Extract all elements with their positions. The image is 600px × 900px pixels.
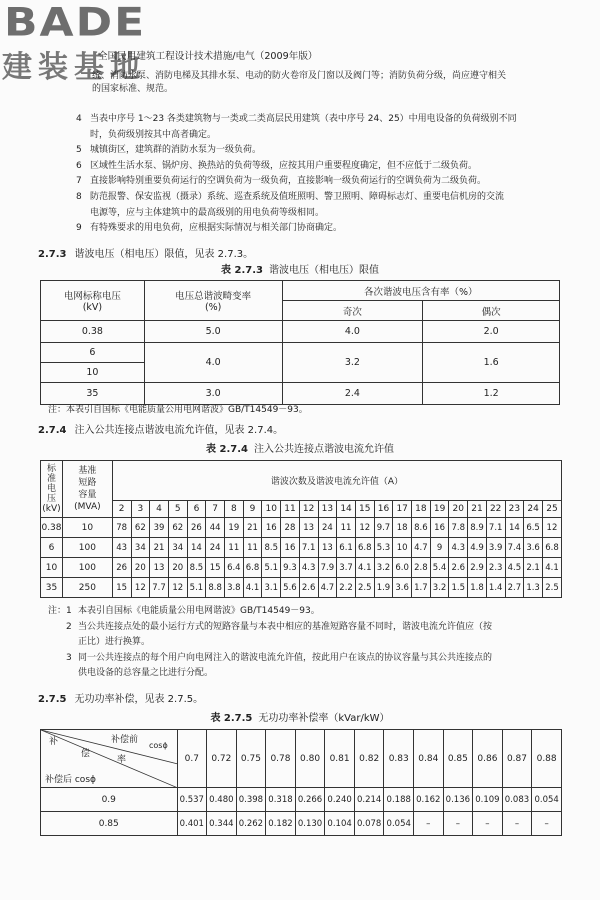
cell: 19 [224,518,243,538]
cell: 5.3 [374,538,393,558]
note-text: 电源等，应与主体建筑中的最高级别的用电负荷等级相同。 [90,207,325,218]
cell: 4.3 [299,558,318,578]
cell: 4.1 [243,578,262,598]
cell: 12 [131,578,150,598]
cell: 14 [187,538,206,558]
table-274-title [0,443,600,456]
table-row [41,538,562,558]
cell: 78 [112,518,131,538]
cell: 1.4 [486,578,505,598]
header-text: 电 [46,484,56,494]
cell: 8.5 [262,538,281,558]
cell: 11 [337,518,356,538]
note-number: 8 [76,192,82,202]
header-text: 压 [46,494,56,504]
table-273 [40,280,560,405]
header-each: 各次谐波电压含有率（%） [282,281,559,301]
cell: 2.6 [449,558,468,578]
cell: 62 [131,518,150,538]
header-thd [144,281,282,321]
cell: 5.1 [187,578,206,598]
cell: 13 [299,518,318,538]
section-274 [38,424,283,437]
cell: 16 [262,518,281,538]
note-number: 5 [76,145,82,156]
note-number: 7 [76,176,82,187]
table-title: 注入公共连接点谐波电流允许值 [253,444,394,455]
cell: 3.6 [393,578,412,598]
cell: 10 [62,518,112,538]
cell: 13 [318,538,337,558]
cell: 35 [41,383,145,405]
cell: 2.4 [282,383,423,405]
order-cell: 20 [449,501,468,518]
header-text: 电压总谐波畸变率 [175,291,252,302]
cell: 0.182 [266,812,296,836]
cell: 0.214 [354,788,384,812]
order-cell: 22 [486,501,505,518]
cell: 8.8 [206,578,225,598]
note-text: 有特殊要求的用电负荷，应根据实际情况与相关部门协商确定。 [90,223,343,234]
note-number: 注：1 [48,606,72,616]
header-cos: 0.7 [177,730,207,788]
cell: 28 [281,518,300,538]
order-cell: 9 [243,501,262,518]
cell: 15 [112,578,131,598]
diag-label: 偿 [81,749,91,759]
order-cell: 3 [131,501,150,518]
cell: 4.5 [505,558,524,578]
header-even: 偶次 [423,301,560,321]
cell: 6.8 [243,558,262,578]
order-cell: 23 [505,501,524,518]
cell: 0.262 [236,812,266,836]
header-voltage [41,281,145,321]
cell: – [473,812,503,836]
order-cell: 12 [299,501,318,518]
cell: 10 [41,558,63,578]
order-cell: 10 [262,501,281,518]
cell: 3.7 [337,558,356,578]
header-text: 容量 [78,490,97,500]
cell: 8.5 [187,558,206,578]
header-text: (MVA) [74,502,101,512]
order-cell: 2 [112,501,131,518]
cell: 9.3 [281,558,300,578]
cell: 24 [206,538,225,558]
cell: 6.1 [337,538,356,558]
header-span: 谐波次数及谐波电流允许值（A） [112,461,561,501]
diagonal-header [41,730,178,788]
cell: 0.480 [207,788,237,812]
cell: 0.85 [41,812,178,836]
header-mva [62,461,112,518]
cell: 4.7 [412,538,431,558]
cell: 6.5 [524,518,543,538]
section-text: 注入公共连接点谐波电流允许值，见表 2.7.4。 [74,425,284,436]
note-text: 时，负荷级别按其中高者确定。 [90,129,217,140]
cell: 8.6 [412,518,431,538]
cell: 7.4 [505,538,524,558]
cell: 20 [168,558,187,578]
cell: 8.9 [468,518,487,538]
intro-line: 统、消防水泵、消防电梯及其排水泵、电动的防火卷帘及门窗以及阀门等；消防负荷分级，尚应遵守相关 [92,71,507,81]
order-cell: 24 [524,501,543,518]
cell: 4.3 [449,538,468,558]
table-title: 谐波电压（相电压）限值 [268,265,379,276]
cell: 0.537 [177,788,207,812]
cell: 1.3 [524,578,543,598]
header-text: 基准 [78,466,97,476]
intro-line: 的国家标准、规范。 [92,84,174,94]
section-273 [38,248,253,261]
cell: 7.8 [449,518,468,538]
cell: 15 [206,558,225,578]
cell: 250 [62,578,112,598]
header-text: 准 [46,474,56,484]
cell: 0.162 [414,788,444,812]
cell: 0.078 [354,812,384,836]
table-title: 无功功率补偿率（kVar/kW） [258,713,390,724]
note-text: 直接影响特别重要负荷运行的空调负荷为一级负荷，直接影响一级负荷运行的空调负荷为二级负荷。 [90,176,487,187]
cell: 12 [168,578,187,598]
cell: – [532,812,562,836]
cell: 0.398 [236,788,266,812]
cell: 0.401 [177,812,207,836]
cell: 24 [318,518,337,538]
header-cos: 0.82 [354,730,384,788]
cell: 62 [168,518,187,538]
note-text: 区域性生活水泵、锅炉房、换热站的负荷等级，应按其用户重要程度确定，但不应低于二级负荷。 [90,160,478,171]
order-cell: 15 [355,501,374,518]
diag-label: 补偿后 cosϕ [45,775,96,785]
cell: 6.8 [542,538,561,558]
cell: 7.1 [299,538,318,558]
cell: 6.4 [224,558,243,578]
cell: 7.9 [318,558,337,578]
cell: 3.1 [262,578,281,598]
cell: 0.136 [443,788,473,812]
header-text: 标 [46,464,56,474]
order-cell: 21 [468,501,487,518]
header-odd: 奇次 [282,301,423,321]
order-cell: 5 [168,501,187,518]
cell: 5.0 [144,321,282,343]
cell: 34 [168,538,187,558]
cell: – [502,812,532,836]
watermark-logo: BADE [4,0,147,46]
cell: 2.6 [299,578,318,598]
cell: 0.38 [41,321,145,343]
cell: 4.1 [542,558,561,578]
cell: 21 [243,518,262,538]
cell: 21 [150,538,169,558]
table-num: 表 2.7.5 [210,713,253,724]
cell: 0.318 [266,788,296,812]
table-num: 表 2.7.3 [221,265,263,276]
note-text: 当公共连接点处的最小运行方式的短路容量与本表中相应的基准短路容量不同时，谐波电流允许值应（按 [78,621,493,632]
table-275-title [0,712,600,725]
section-num: 2.7.4 [38,425,67,436]
cell: 10 [393,538,412,558]
table-row [41,812,562,836]
note-text: 防范报警、保安监视（摄录）系统、巡查系统及值班照明、警卫照明、障碍标志灯、重要电信机房的交流 [90,192,505,202]
header-cos: 0.87 [502,730,532,788]
cell: 5.6 [281,578,300,598]
diag-label: 率 [117,755,127,765]
cell: 6.8 [355,538,374,558]
cell: – [414,812,444,836]
cell: 3.6 [524,538,543,558]
header-cos: 0.80 [295,730,325,788]
note-text: 当表中序号 1～23 各类建筑物与一类或二类高层民用建筑（表中序号 24、25）中用电设备的负荷级别不同 [90,114,517,124]
cell: 2.0 [423,321,560,343]
running-head: 全国民用建筑工程设计技术措施/电气（2009年版） [98,51,318,62]
cell: 2.5 [355,578,374,598]
order-cell: 16 [374,501,393,518]
cell: 2.5 [542,578,561,598]
cell: 5.4 [430,558,449,578]
cell: 9.7 [374,518,393,538]
cell: 16 [281,538,300,558]
cell: 4.9 [468,538,487,558]
cell: 3.8 [224,578,243,598]
cell: 1.8 [468,578,487,598]
cell: 3.2 [430,578,449,598]
table-num: 表 2.7.4 [206,444,248,455]
cell: 0.054 [384,812,414,836]
note-number: 6 [76,160,82,171]
cell: 1.9 [374,578,393,598]
cell: 0.38 [41,518,63,538]
header-cos: 0.85 [443,730,473,788]
cell: 35 [41,578,63,598]
order-cell: 19 [430,501,449,518]
table-275 [40,729,562,836]
order-cell: 13 [318,501,337,518]
order-cell: 11 [281,501,300,518]
header-cos: 0.86 [473,730,503,788]
cell: 10 [41,363,145,383]
diag-label: 补 [49,737,59,747]
note-number: 2 [66,621,72,632]
section-text: 谐波电压（相电压）限值，见表 2.7.3。 [74,249,254,260]
watermark-cn: 建装基地 [2,50,146,85]
note-text: 正比）进行换算。 [78,637,151,647]
cell: 4.0 [144,343,282,383]
cell: 100 [62,538,112,558]
cell: 0.054 [532,788,562,812]
cell: 6 [41,538,63,558]
header-cos: 0.72 [207,730,237,788]
cell: 13 [150,558,169,578]
cell: 14 [505,518,524,538]
cell: 7.7 [150,578,169,598]
cell: 12 [542,518,561,538]
table-row [41,558,562,578]
header-cos: 0.75 [236,730,266,788]
cell: 2.9 [468,558,487,578]
note-number: 3 [66,652,72,663]
section-num: 2.7.3 [38,249,67,260]
cell: 1.7 [412,578,431,598]
cell: 3.9 [486,538,505,558]
cell: 20 [131,558,150,578]
cell: 0.240 [325,788,355,812]
cell: 7.1 [486,518,505,538]
note-text: 城镇街区，建筑群的消防水泵为一级负荷。 [90,145,262,156]
cell: 0.109 [473,788,503,812]
order-cell: 8 [224,501,243,518]
header-text: (kV) [42,504,61,514]
table-273-note: 注：本表引自国标《电能质量公用电网谐波》GB/T14549－93。 [48,405,308,415]
cell: 6.0 [393,558,412,578]
header-cos: 0.88 [532,730,562,788]
cell: 1.5 [449,578,468,598]
cell: 9 [430,538,449,558]
cell: 3.2 [282,343,423,383]
cell: – [443,812,473,836]
table-row [41,518,562,538]
cell: 12 [355,518,374,538]
cell: 1.2 [423,383,560,405]
section-275 [38,693,203,706]
cell: 6 [41,343,145,363]
cell: 4.7 [318,578,337,598]
cell: 0.344 [207,812,237,836]
order-cell: 4 [150,501,169,518]
cell: 44 [206,518,225,538]
header-unit: (kV) [82,302,103,313]
order-cell: 14 [337,501,356,518]
header-text: 短路 [78,478,97,488]
cell: 100 [62,558,112,578]
header-unit: (%) [204,302,222,313]
cell: 39 [150,518,169,538]
table-273-title [0,264,600,277]
order-cell: 17 [393,501,412,518]
cell: 2.3 [486,558,505,578]
cell: 34 [131,538,150,558]
cell: 0.104 [325,812,355,836]
cell: 0.083 [502,788,532,812]
note-text: 供电设备的总容量之比进行分配。 [78,668,214,678]
cell: 1.6 [423,343,560,383]
diag-label: 补偿前 [111,735,139,745]
cell: 4.1 [355,558,374,578]
cell: 3.0 [144,383,282,405]
cell: 0.266 [295,788,325,812]
cell: 2.1 [524,558,543,578]
header-cos: 0.83 [384,730,414,788]
table-274 [40,460,562,598]
cell: 3.2 [374,558,393,578]
order-cell: 6 [187,501,206,518]
cell: 43 [112,538,131,558]
note-text: 本表引自国标《电能质量公用电网谐波》GB/T14549－93。 [78,606,320,616]
cell: 4.0 [282,321,423,343]
cell: 11 [243,538,262,558]
cell: 2.2 [337,578,356,598]
order-cell: 7 [206,501,225,518]
cell: 0.188 [384,788,414,812]
order-cell: 25 [542,501,561,518]
section-num: 2.7.5 [38,694,67,705]
table-row [41,578,562,598]
cell: 11 [224,538,243,558]
header-cos: 0.81 [325,730,355,788]
cell: 2.7 [505,578,524,598]
header-cos: 0.84 [414,730,444,788]
section-text: 无功功率补偿，见表 2.7.5。 [74,694,204,705]
diag-label: cosϕ [149,741,168,750]
table-row [41,788,562,812]
cell: 18 [393,518,412,538]
header-text: 电网标称电压 [63,291,121,302]
header-kv [41,461,63,518]
cell: 2.8 [412,558,431,578]
cell: 26 [112,558,131,578]
order-cell: 18 [412,501,431,518]
cell: 0.130 [295,812,325,836]
cell: 26 [187,518,206,538]
note-number: 9 [76,223,82,234]
cell: 16 [430,518,449,538]
header-cos: 0.78 [266,730,296,788]
cell: 0.9 [41,788,178,812]
note-number: 4 [76,114,82,124]
cell: 5.1 [262,558,281,578]
note-text: 同一公共连接点的每个用户向电网注入的谐波电流允许值，按此用户在该点的协议容量与其公共连接点的 [78,652,493,663]
